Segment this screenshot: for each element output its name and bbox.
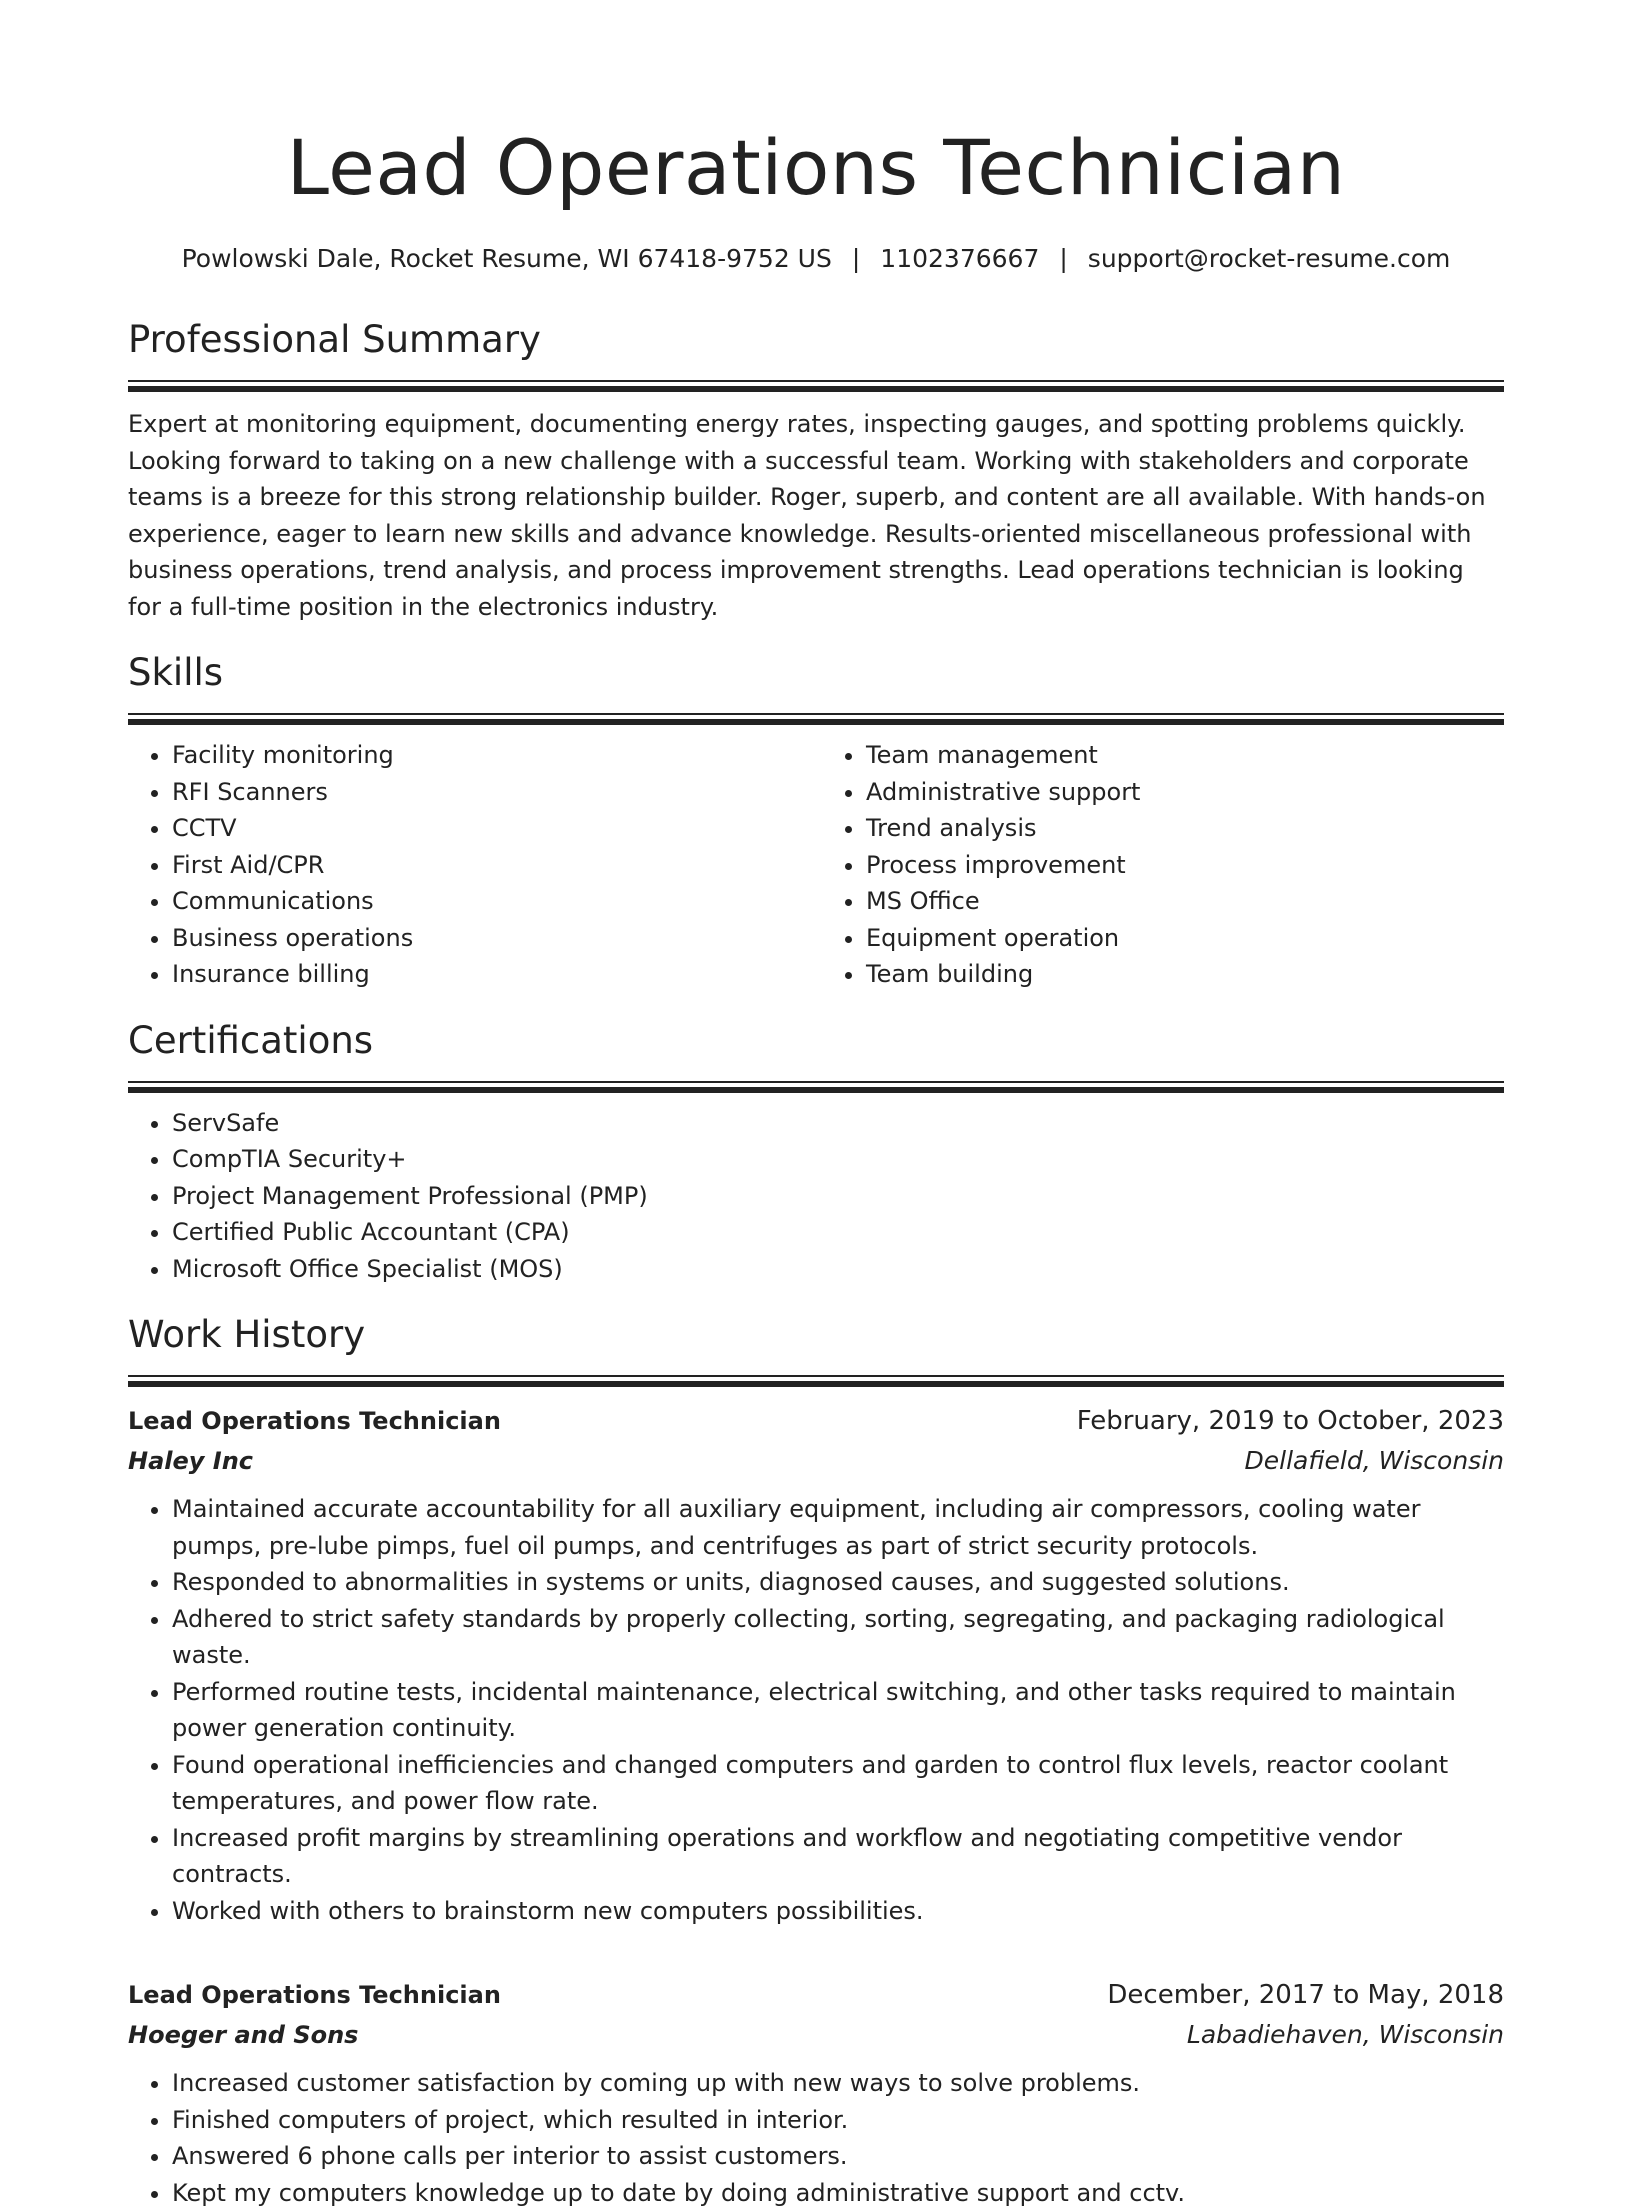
section-divider: [128, 1375, 1504, 1387]
job-bullets: [128, 1491, 1504, 1929]
section-heading: Skills: [128, 651, 1504, 695]
certification-item: • Microsoft Office Specialist (MOS): [172, 1251, 1504, 1288]
resume-page: [128, 0, 1504, 2211]
skills-list-left: [128, 737, 816, 993]
job-company: Haley Inc: [128, 1441, 253, 1481]
summary-text: Expert at monitoring equipment, documenting energy rates, inspecting gauges, and spotting problems quickly. Looking forward to taking on a new challenge with a successful team. Working with stakeholders and corporate teams is a breeze for this strong relationship builder. Roger, superb, and content are all available. With hands-on experience, eager to learn new skills and advance knowledge. Results-oriented miscellaneous professional with business operations, trend analysis, and process improvement strengths. Lead operations technician is looking for a full-time position in the electronics industry.: [128, 406, 1504, 625]
job-dates: February, 2019 to October, 2023: [1077, 1401, 1504, 1441]
contact-phone: 1102376667: [880, 244, 1039, 273]
skill-item: • Facility monitoring: [172, 737, 816, 774]
contact-line: [128, 242, 1504, 276]
skill-item: • First Aid/CPR: [172, 847, 816, 884]
job-bullet: • Increased customer satisfaction by coming up with new ways to solve problems.: [172, 2065, 1504, 2102]
certification-item: • Certified Public Accountant (CPA): [172, 1214, 1504, 1251]
job-bullet: • Adhered to strict safety standards by properly collecting, sorting, segregating, and packaging radiological waste.: [172, 1601, 1504, 1674]
contact-address: Powlowski Dale, Rocket Resume, WI 67418-9752 US: [182, 244, 832, 273]
job-company: Hoeger and Sons: [128, 2015, 358, 2055]
job-bullets: [128, 2065, 1504, 2211]
summary-section: [128, 318, 1504, 625]
job-bullet: • Performed routine tests, incidental maintenance, electrical switching, and other tasks required to maintain power generation continuity.: [172, 1674, 1504, 1747]
section-heading: Professional Summary: [128, 318, 1504, 362]
job-bullet: • Maintained accurate accountability for all auxiliary equipment, including air compressors, cooling water pumps, pre-lube pimps, fuel oil pumps, and centrifuges as part of strict security protocols.: [172, 1491, 1504, 1564]
contact-separator: |: [1039, 242, 1087, 276]
contact-email: support@rocket-resume.com: [1088, 244, 1451, 273]
skills-list-right: [816, 737, 1504, 993]
certification-item: • CompTIA Security+: [172, 1141, 1504, 1178]
skill-item: • Insurance billing: [172, 956, 816, 993]
job-bullet: • Responded to abnormalities in systems or units, diagnosed causes, and suggested solutions.: [172, 1564, 1504, 1601]
job-bullet: • Finished computers of project, which resulted in interior.: [172, 2102, 1504, 2139]
job-bullet: • Kept my computers knowledge up to date by doing administrative support and cctv.: [172, 2175, 1504, 2211]
section-heading: Certifications: [128, 1019, 1504, 1063]
resume-title: Lead Operations Technician: [128, 118, 1504, 218]
job-location: Dellafield, Wisconsin: [1245, 1441, 1504, 1481]
certification-item: • Project Management Professional (PMP): [172, 1178, 1504, 1215]
certification-item: • ServSafe: [172, 1105, 1504, 1142]
contact-separator: |: [832, 242, 880, 276]
skill-item: • CCTV: [172, 810, 816, 847]
work-history-section: [128, 1313, 1504, 2211]
job-bullet: • Increased profit margins by streamlining operations and workflow and negotiating competitive vendor contracts.: [172, 1820, 1504, 1893]
skills-columns: [128, 725, 1504, 993]
job-bullet: • Answered 6 phone calls per interior to assist customers.: [172, 2138, 1504, 2175]
certifications-section: [128, 1019, 1504, 1288]
skill-item: • MS Office: [866, 883, 1504, 920]
skills-section: [128, 651, 1504, 993]
skill-item: • Communications: [172, 883, 816, 920]
job-company-row: [128, 2015, 1504, 2055]
job-entry: [128, 1401, 1504, 1929]
section-divider: [128, 380, 1504, 392]
section-divider: [128, 713, 1504, 725]
skill-item: • Team management: [866, 737, 1504, 774]
job-title: Lead Operations Technician: [128, 1401, 501, 1441]
job-header-row: [128, 1975, 1504, 2015]
job-entry: [128, 1975, 1504, 2211]
job-company-row: [128, 1441, 1504, 1481]
job-header-row: [128, 1401, 1504, 1441]
job-bullet: • Worked with others to brainstorm new computers possibilities.: [172, 1893, 1504, 1930]
skill-item: • Administrative support: [866, 774, 1504, 811]
skill-item: • Equipment operation: [866, 920, 1504, 957]
section-divider: [128, 1081, 1504, 1093]
skill-item: • RFI Scanners: [172, 774, 816, 811]
job-location: Labadiehaven, Wisconsin: [1187, 2015, 1504, 2055]
section-heading: Work History: [128, 1313, 1504, 1357]
job-title: Lead Operations Technician: [128, 1975, 501, 2015]
job-dates: December, 2017 to May, 2018: [1107, 1975, 1504, 2015]
skill-item: • Business operations: [172, 920, 816, 957]
job-bullet: • Found operational inefficiencies and changed computers and garden to control flux levels, reactor coolant temperatures, and power flow rate.: [172, 1747, 1504, 1820]
certifications-list: [128, 1105, 1504, 1288]
skill-item: • Process improvement: [866, 847, 1504, 884]
skill-item: • Trend analysis: [866, 810, 1504, 847]
skill-item: • Team building: [866, 956, 1504, 993]
